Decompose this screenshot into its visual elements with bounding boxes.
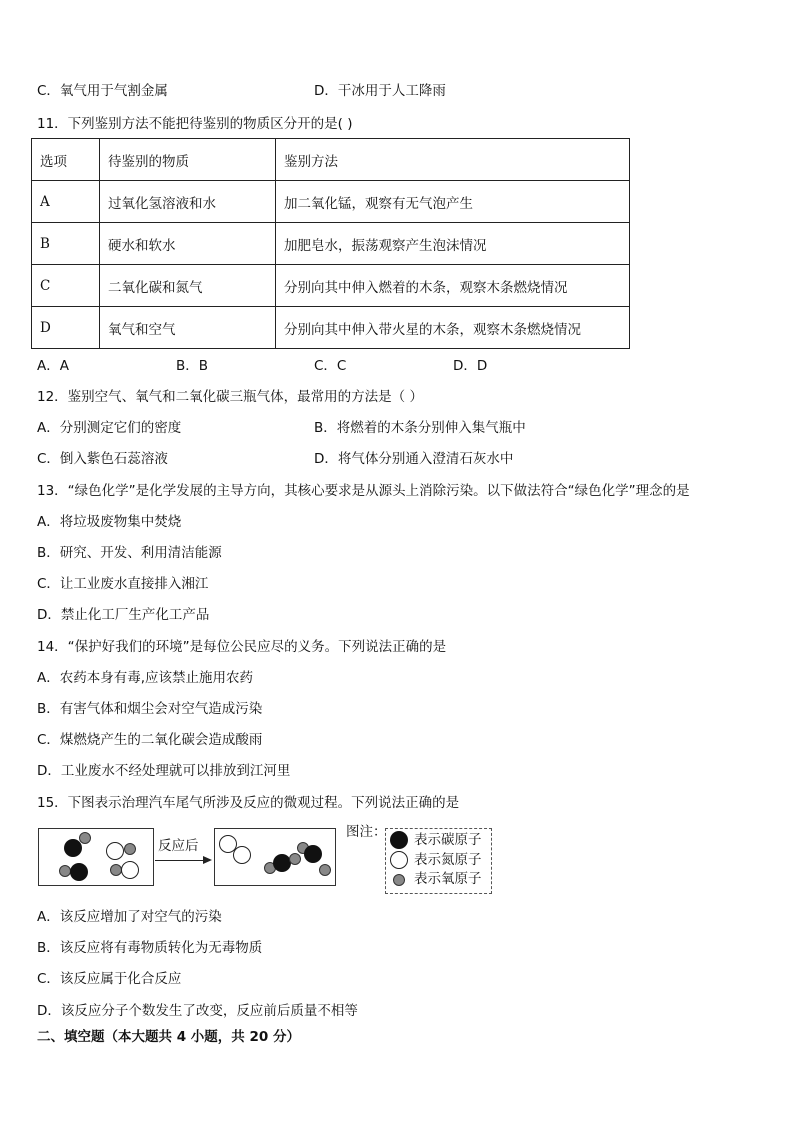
q14-option-a: A．农药本身有毒,应该禁止施用农药 (37, 670, 254, 686)
carbon-atom (70, 863, 88, 881)
oxygen-atom (79, 832, 91, 844)
table-header-cell: 鉴别方法 (276, 139, 630, 181)
reaction-arrow-shaft (155, 860, 207, 861)
nitrogen-atom (233, 846, 251, 864)
table-row (32, 181, 630, 223)
q15-option-d: D．该反应分子个数发生了改变，反应前后质量不相等 (37, 1003, 358, 1019)
q13-stem: 13．“绿色化学”是化学发展的主导方向，其核心要求是从源头上消除污染。以下做法符合“绿色化学”理念的是 (37, 483, 690, 499)
oxygen-atom (319, 864, 331, 876)
legend-carbon-label: 表示碳原子 (414, 832, 482, 848)
nitrogen-atom (106, 842, 124, 860)
legend-nitrogen-label: 表示氮原子 (414, 852, 482, 868)
before-reaction-box (38, 828, 154, 886)
table-row (32, 307, 630, 349)
legend-title: 图注： (346, 824, 387, 840)
table-cell: 硬水和软水 (100, 223, 276, 265)
q12-option-d: D．将气体分别通入澄清石灰水中 (314, 451, 514, 467)
q10-option-d: D．干冰用于人工降雨 (314, 83, 446, 99)
table-cell: 二氧化碳和氮气 (100, 265, 276, 307)
q10-option-c: C．氧气用于气割金属 (37, 83, 168, 99)
q11-option-a: A．A (37, 358, 69, 374)
q13-option-a: A．将垃圾废物集中焚烧 (37, 514, 182, 530)
q12-option-c: C．倒入紫色石蕊溶液 (37, 451, 168, 467)
q11-table (31, 138, 630, 349)
table-cell: 加二氧化锰，观察有无气泡产生 (276, 181, 630, 223)
table-cell: 分别向其中伸入带火星的木条，观察木条燃烧情况 (276, 307, 630, 349)
table-row (32, 223, 630, 265)
table-cell: D (32, 307, 100, 349)
q14-option-b: B．有害气体和烟尘会对空气造成污染 (37, 701, 263, 717)
table-row (32, 265, 630, 307)
q15-stem: 15．下图表示治理汽车尾气所涉及反应的微观过程。下列说法正确的是 (37, 795, 460, 811)
table-cell: C (32, 265, 100, 307)
arrow-head-icon (203, 856, 212, 864)
q12-stem: 12．鉴别空气、氧气和二氧化碳三瓶气体，最常用的方法是（ ） (37, 389, 423, 405)
table-cell: 分别向其中伸入燃着的木条，观察木条燃烧情况 (276, 265, 630, 307)
oxygen-atom (124, 843, 136, 855)
q12-option-b: B．将燃着的木条分别伸入集气瓶中 (314, 420, 526, 436)
q14-option-d: D．工业废水不经处理就可以排放到江河里 (37, 763, 291, 779)
q15-option-b: B．该反应将有毒物质转化为无毒物质 (37, 940, 263, 956)
q13-option-d: D．禁止化工厂生产化工产品 (37, 607, 210, 623)
q14-option-c: C．煤燃烧产生的二氧化碳会造成酸雨 (37, 732, 263, 748)
oxygen-atom-legend-icon (393, 874, 405, 886)
table-header-cell: 选项 (32, 139, 100, 181)
arrow-label: 反应后 (158, 838, 199, 854)
section-heading: 二、填空题（本大题共 4 小题，共 20 分） (37, 1029, 300, 1045)
q12-option-a: A．分别测定它们的密度 (37, 420, 182, 436)
oxygen-atom (289, 853, 301, 865)
table-cell: B (32, 223, 100, 265)
q11-option-c: C．C (314, 358, 347, 374)
q14-stem: 14．“保护好我们的环境”是每位公民应尽的义务。下列说法正确的是 (37, 639, 447, 655)
after-reaction-box (214, 828, 336, 886)
table-cell: 氧气和空气 (100, 307, 276, 349)
table-cell: 加肥皂水，振荡观察产生泡沫情况 (276, 223, 630, 265)
legend-box (385, 828, 492, 894)
carbon-atom (304, 845, 322, 863)
q11-stem: 11．下列鉴别方法不能把待鉴别的物质区分开的是( ) (37, 116, 353, 132)
table-header-cell: 待鉴别的物质 (100, 139, 276, 181)
q11-option-d: D．D (453, 358, 488, 374)
nitrogen-atom-legend-icon (390, 851, 408, 869)
table-cell: A (32, 181, 100, 223)
carbon-atom-legend-icon (390, 831, 408, 849)
table-cell: 过氧化氢溶液和水 (100, 181, 276, 223)
nitrogen-atom (121, 861, 139, 879)
q13-option-b: B．研究、开发、利用清洁能源 (37, 545, 222, 561)
q15-option-a: A．该反应增加了对空气的污染 (37, 909, 222, 925)
table-header-row (32, 139, 630, 181)
q13-option-c: C．让工业废水直接排入湘江 (37, 576, 209, 592)
legend-oxygen-label: 表示氧原子 (414, 871, 482, 887)
q15-option-c: C．该反应属于化合反应 (37, 971, 182, 987)
q11-option-b: B．B (176, 358, 209, 374)
